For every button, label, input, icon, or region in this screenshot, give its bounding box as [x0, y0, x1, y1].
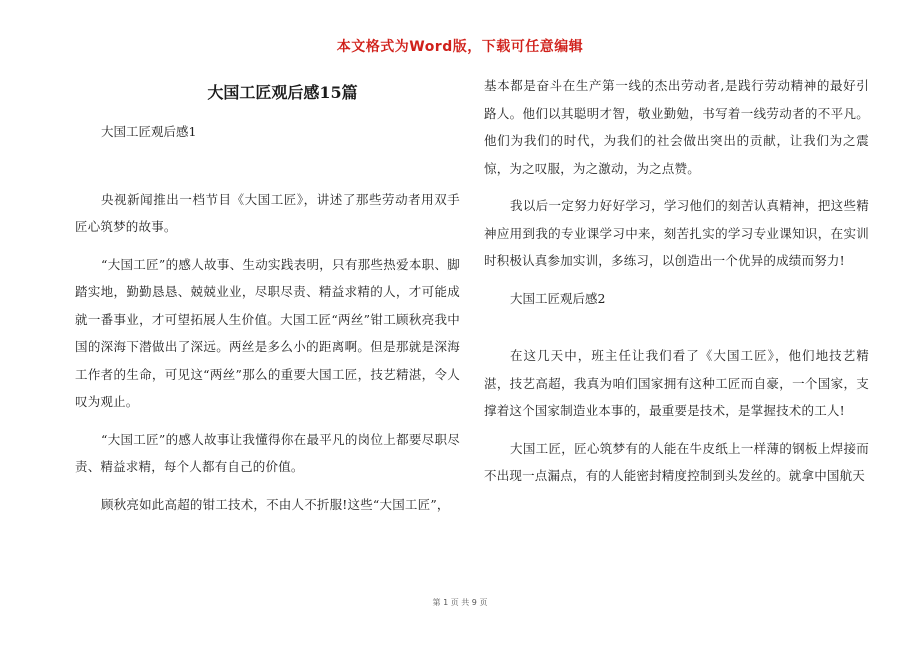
- section-heading-1: 大国工匠观后感1: [101, 124, 197, 139]
- left-column: [75, 72, 460, 518]
- paragraph: 央视新闻推出一档节目《大国工匠》，讲述了那些劳动者用双手匠心筑梦的故事。: [75, 191, 460, 234]
- paragraph: 基本都是奋斗在生产第一线的杰出劳动者,是践行劳动精神的最好引路人。他们以其聪明才智，敬业勤勉，书写着一线劳动者的不平凡。他们为我们的时代，为我们的社会做出突出的贡献，让我们为之震惊，为之叹服，为之激动，为之点赞。: [484, 78, 869, 176]
- paragraph: 在这几天中，班主任让我们看了《大国工匠》，他们地技艺精湛，技艺高超，我真为咱们国家拥有这种工匠而自豪，一个国家，支撑着这个国家制造业本事的，最重要是技术，是掌握技术的工人!: [484, 348, 869, 418]
- paragraph: “大国工匠”的感人故事、生动实践表明，只有那些热爱本职、脚踏实地，勤勤恳恳、兢兢业业，尽职尽责、精益求精的人，才可能成就一番事业，才可望拓展人生价值。大国工匠“两丝”钳工顾秋亮我中国的深海下潜做出了深远。两丝是多么小的距离啊。但是那就是深海工作者的生命，可见这“两丝”那么的重要大国工匠，技艺精湛，令人叹为观止。: [75, 256, 460, 409]
- paragraph: “大国工匠”的感人故事让我懂得你在最平凡的岗位上都要尽职尽责、精益求精，每个人都有自己的价值。: [75, 431, 460, 474]
- paragraph: 大国工匠，匠心筑梦有的人能在牛皮纸上一样薄的钢板上焊接而不出现一点漏点，有的人能密封精度控制到头发丝的。就拿中国航天: [484, 440, 869, 483]
- right-column: [484, 72, 869, 490]
- document-title: 大国工匠观后感15篇: [207, 83, 358, 102]
- word-format-banner: 本文格式为Word版，下载可任意编辑: [336, 39, 584, 55]
- section-heading-2: 大国工匠观后感2: [510, 290, 606, 306]
- paragraph: 顾秋亮如此高超的钳工技术，不由人不折服!这些“大国工匠”，: [101, 496, 450, 512]
- page-number-footer: 第 1 页 共 9 页: [432, 598, 488, 607]
- paragraph: 我以后一定努力好好学习，学习他们的刻苦认真精神，把这些精神应用到我的专业课学习中来，刻苦扎实的学习专业课知识，在实训时积极认真参加实训，多练习，以创造出一个优异的成绩而努力!: [484, 198, 869, 268]
